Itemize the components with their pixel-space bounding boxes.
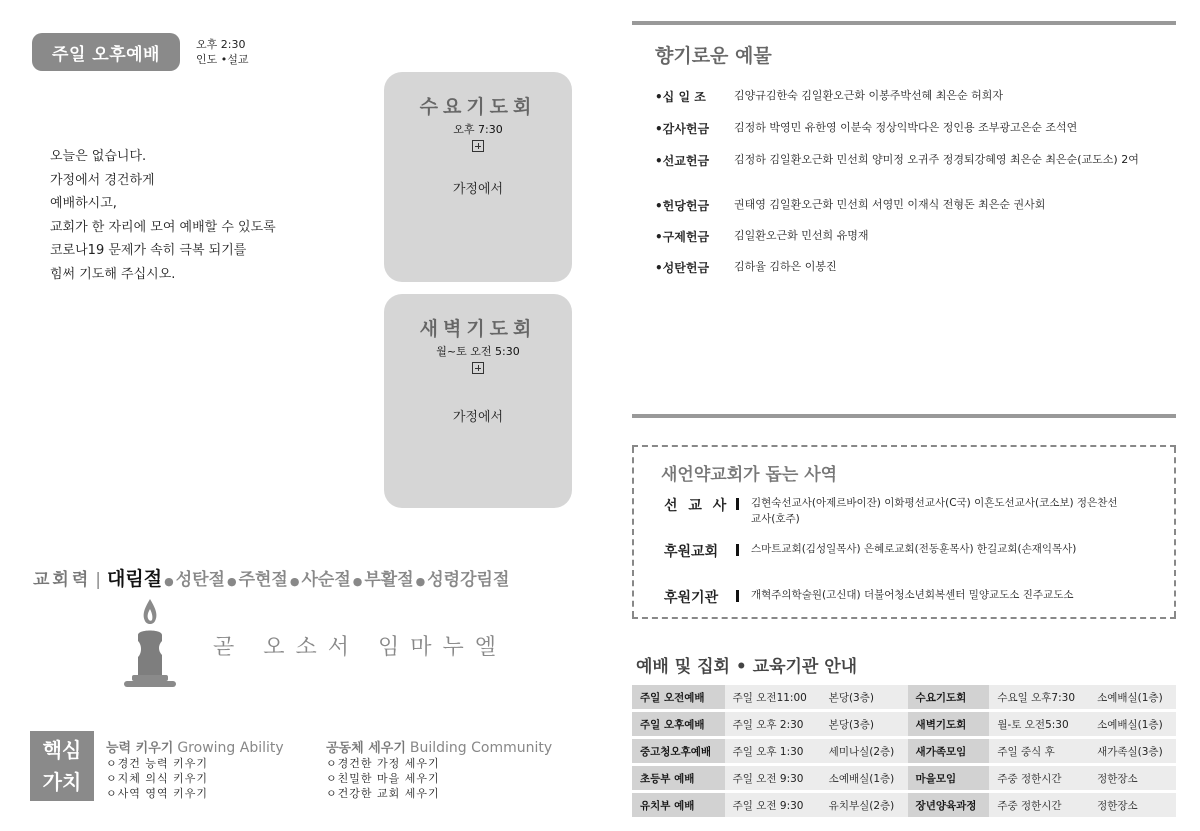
- table-cell: 주일 오전11:00: [725, 685, 821, 709]
- table-cell: 유치부 예배: [632, 793, 725, 817]
- calendar-season: 부활절: [364, 570, 414, 590]
- table-cell: 주일 오전예배: [632, 685, 725, 709]
- notice-line: 코로나19 문제가 속히 극복 되기를: [50, 243, 247, 258]
- notice-line: 교회가 한 자리에 모여 예배할 수 있도록: [50, 219, 276, 235]
- afternoon-worship-info: [196, 37, 249, 67]
- candle-icon: [118, 595, 182, 695]
- notice-line: 예배하시고,: [50, 196, 117, 211]
- value-title-en: Growing Ability: [177, 740, 284, 756]
- table-cell: 수요일 오후7:30: [989, 685, 1089, 709]
- core-label: 가치: [42, 770, 82, 794]
- table-cell: 정한장소: [1089, 766, 1176, 790]
- wednesday-place: 가정에서: [452, 182, 504, 197]
- calendar-season: 사순절: [301, 570, 351, 590]
- dawn-title: 새벽기도회: [419, 318, 537, 340]
- table-row: [632, 685, 1176, 709]
- table-cell: 소예배실(1층): [1089, 712, 1176, 736]
- table-cell: 정한장소: [1089, 793, 1176, 817]
- dawn-prayer-box: [384, 294, 572, 508]
- table-cell: 주중 정한시간: [989, 766, 1089, 790]
- table-cell: 본당(3층): [821, 685, 908, 709]
- table-cell: 주일 중식 후: [989, 739, 1089, 763]
- advent-motto: 곧 오소서 임마누엘: [213, 635, 508, 660]
- dawn-time: 월~토 오전 5:30: [436, 345, 520, 358]
- calendar-label: 교회력: [33, 570, 92, 590]
- table-cell: 초등부 예배: [632, 766, 725, 790]
- church-calendar: 교회력 | 대림절 ● 성탄절 ● 주현절 ● 사순절 ● 부활절 ● 성령강림절: [33, 568, 510, 590]
- section-divider: [632, 21, 1176, 25]
- plus-box-icon: [472, 140, 484, 152]
- table-cell: 주일 오전 9:30: [725, 766, 821, 790]
- table-row: [632, 712, 1176, 736]
- value-item: ㅇ경건 능력 키우기: [106, 757, 209, 770]
- wednesday-title: 수요기도회: [419, 96, 537, 118]
- offering-row: •구제헌금 김일환오근화 민선희 유명재: [655, 229, 869, 244]
- value-title-en: Building Community: [409, 740, 553, 756]
- core-values-badge: [30, 731, 94, 801]
- table-cell: 주일 오후 1:30: [725, 739, 821, 763]
- value-item: ㅇ사역 영역 키우기: [106, 787, 209, 800]
- core-label: 핵심: [42, 738, 82, 762]
- offering-row: •십 일 조 김양규김한숙 김일환오근화 이봉주박선혜 최은순 허희자: [655, 89, 1004, 104]
- table-cell: 주일 오후 2:30: [725, 712, 821, 736]
- table-cell: 마을모임: [908, 766, 990, 790]
- value-title: 공동체 세우기: [326, 741, 406, 756]
- table-cell: 본당(3층): [821, 712, 908, 736]
- table-cell: 새가족모임: [908, 739, 990, 763]
- table-cell: 중고청오후예배: [632, 739, 725, 763]
- notice-line: 가정에서 경건하게: [50, 172, 155, 188]
- section-divider: [632, 414, 1176, 418]
- value-item: ㅇ경건한 가정 세우기: [326, 757, 440, 770]
- table-row: [632, 793, 1176, 817]
- offering-row: •헌당헌금 권태영 김일환오근화 민선희 서영민 이재식 전형돈 최은순 권사회: [655, 198, 1046, 213]
- table-cell: 장년양육과정: [908, 793, 990, 817]
- table-cell: 새가족실(3층): [1089, 739, 1176, 763]
- wednesday-time: 오후 7:30: [453, 123, 503, 136]
- table-cell: 주중 정한시간: [989, 793, 1089, 817]
- calendar-current-season: 대림절: [107, 568, 163, 590]
- table-cell: 소예배실(1층): [821, 766, 908, 790]
- mission-row: 후원교회 스마트교회(김성일목사) 은혜로교회(전동훈목사) 한길교회(손재익목사): [664, 543, 1077, 560]
- offerings-title: 향기로운 예물: [655, 45, 772, 67]
- mission-box: [632, 445, 1176, 619]
- table-cell: 월-토 오전5:30: [989, 712, 1089, 736]
- calendar-season: 성탄절: [175, 570, 225, 590]
- mission-row: 선 교 사 김현숙선교사(아제르바이잔) 이화평선교사(C국) 이흔도선교사(코소보) 정은찬선교사(호주): [664, 497, 1118, 525]
- calendar-season: 주현절: [238, 570, 288, 590]
- table-cell: 세미나실(2층): [821, 739, 908, 763]
- schedule-table: [632, 682, 1176, 820]
- core-value-ability: [106, 737, 284, 801]
- table-row: [632, 739, 1176, 763]
- afternoon-leader: 인도 •설교: [196, 53, 249, 66]
- table-cell: 유치부실(2층): [821, 793, 908, 817]
- plus-box-icon: [472, 362, 484, 374]
- value-title: 능력 키우기: [106, 741, 174, 756]
- afternoon-time: 오후 2:30: [196, 38, 246, 51]
- mission-title: 새언약교회가 돕는 사역: [661, 465, 838, 485]
- afternoon-worship-title: 주일 오후예배: [32, 33, 180, 71]
- table-cell: 새벽기도회: [908, 712, 990, 736]
- value-item: ㅇ지체 의식 키우기: [106, 772, 209, 785]
- table-cell: 주일 오전 9:30: [725, 793, 821, 817]
- table-cell: 소예배실(1층): [1089, 685, 1176, 709]
- notice-line: 힘써 기도해 주십시오.: [50, 266, 176, 282]
- core-value-community: [326, 737, 552, 801]
- wednesday-prayer-box: [384, 72, 572, 282]
- guide-title: 예배 및 집회 • 교육기관 안내: [636, 657, 858, 677]
- offering-row: •선교헌금 김정하 김일환오근화 민선희 양미정 오귀주 정경퇴강혜영 최은순 최은순(교도소) 2여: [655, 153, 1139, 168]
- offering-row: •감사헌금 김정하 박영민 유한영 이분숙 정상익박다은 정인용 조부광고은순 조석연: [655, 121, 1078, 136]
- afternoon-notice: [50, 145, 276, 286]
- mission-row: 후원기관 개혁주의학술원(고신대) 더불어청소년회복센터 밀양교도소 진주교도소: [664, 589, 1074, 606]
- table-cell: 수요기도회: [908, 685, 990, 709]
- table-cell: 주일 오후예배: [632, 712, 725, 736]
- table-row: [632, 766, 1176, 790]
- dawn-place: 가정에서: [452, 410, 504, 425]
- notice-line: 오늘은 없습니다.: [50, 149, 147, 164]
- value-item: ㅇ건강한 교회 세우기: [326, 787, 440, 800]
- offering-row: •성탄헌금 김하율 김하은 이봉진: [655, 260, 837, 275]
- value-item: ㅇ친밀한 마을 세우기: [326, 772, 440, 785]
- calendar-season: 성령강림절: [427, 570, 510, 590]
